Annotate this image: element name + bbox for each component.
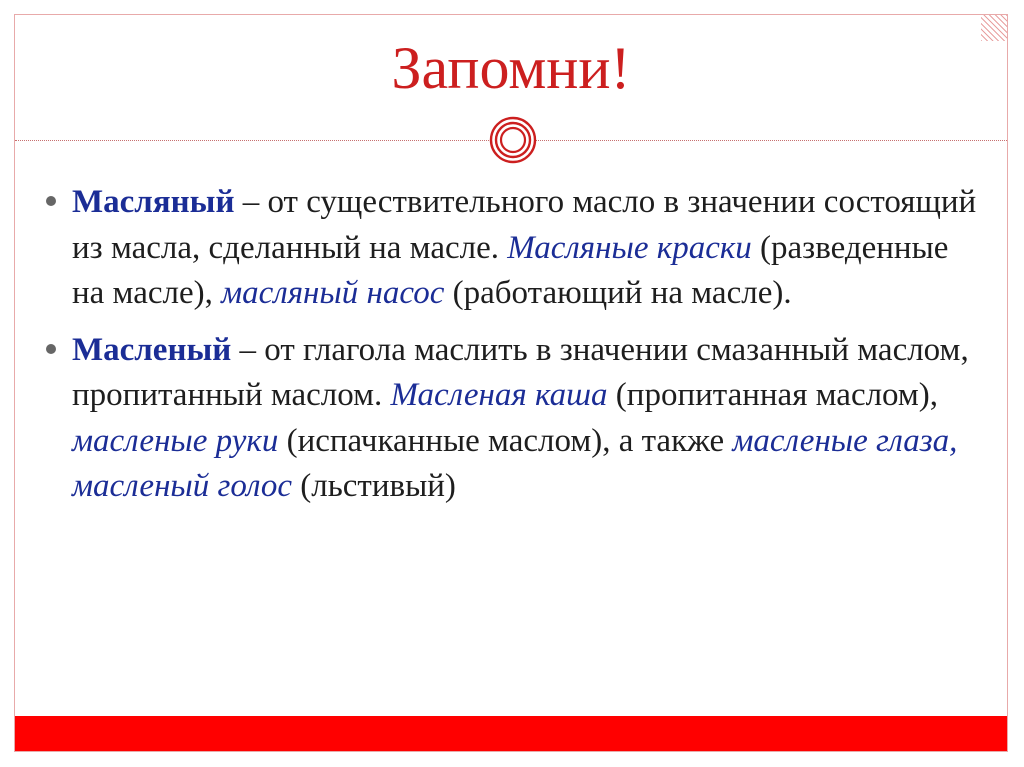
example-text: масленые руки xyxy=(72,422,279,459)
term: Масленый xyxy=(72,331,232,368)
definition-text: – от глагола маслить в значении смазанный маслом, пропитанный маслом. xyxy=(72,331,969,413)
definition-text: (пропитанная маслом), xyxy=(607,377,939,413)
example-text: Масленая каша xyxy=(390,377,608,413)
definition-text: (разведенные на масле), xyxy=(72,229,949,311)
bullet-item xyxy=(46,328,986,510)
example-text: Масляные краски xyxy=(507,229,752,266)
bullet-item xyxy=(46,180,986,317)
definition-text: – от существительного масло в значении состоящий из масла, сделанный на масле. xyxy=(72,184,977,266)
definition-text: (льстивый) xyxy=(292,468,456,504)
definition-text: (работающий на масле). xyxy=(444,275,792,311)
term: Масляный xyxy=(72,184,235,220)
example-text: масленые глаза, масленый голос xyxy=(72,422,958,504)
definition-text: (испачканные маслом), а также xyxy=(278,422,733,459)
example-text: масляный насос xyxy=(221,275,445,311)
slide-body xyxy=(46,180,986,521)
footer-bar xyxy=(15,716,1007,751)
bullet-dot-icon xyxy=(46,196,56,206)
concentric-circle-ornament-icon xyxy=(490,117,536,163)
bullet-dot-icon xyxy=(46,344,56,354)
slide-title: Запомни! xyxy=(391,35,631,101)
